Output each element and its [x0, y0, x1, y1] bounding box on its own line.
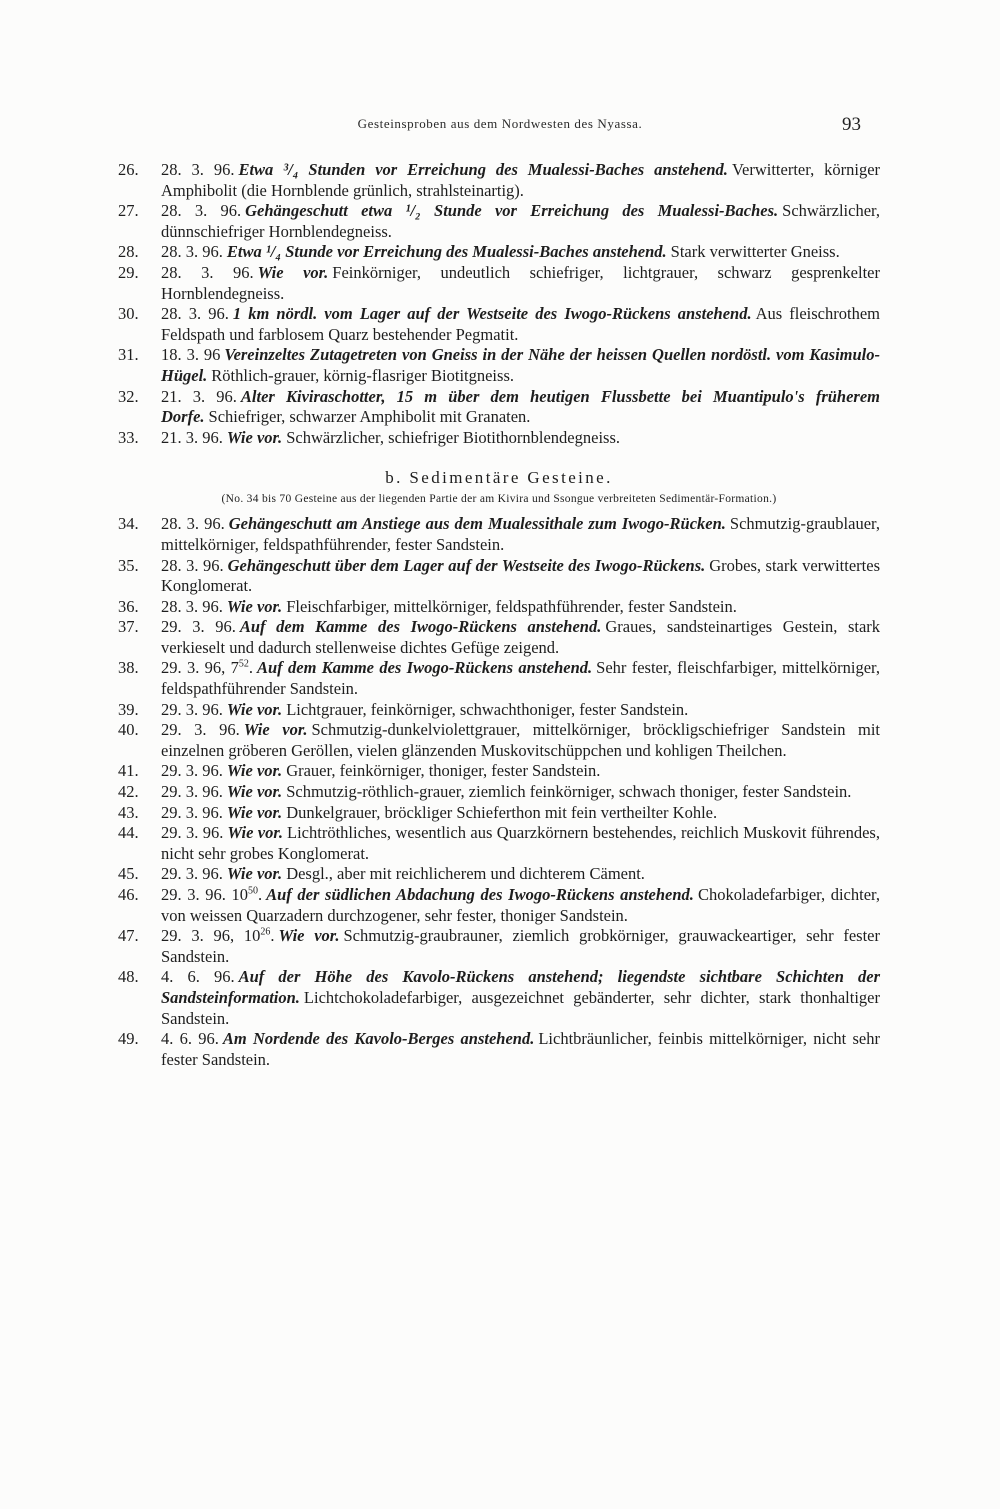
specimen-entry: [118, 304, 880, 345]
entry-description: Feinkörniger, undeutlich schiefriger, lichtgrauer, schwarz gesprenkelter Hornblendegneiss.: [161, 262, 880, 303]
specimen-entry: [118, 782, 880, 803]
entry-description: Schiefriger, schwarzer Amphibolit mit Granaten.: [208, 407, 531, 427]
entry-description: Lichtgrauer, feinkörniger, schwachthoniger, fester Sandstein.: [286, 699, 689, 719]
entry-locality: Wie vor.: [226, 761, 283, 781]
entry-date-text: 29. 3. 96, 10: [161, 926, 261, 946]
section-title: b. Sedimentäre Gesteine.: [385, 468, 613, 488]
specimen-entry: [118, 658, 880, 699]
entry-description: Grobes, stark verwittertes Konglomerat.: [161, 555, 880, 596]
entry-date: [161, 761, 223, 780]
entry-date-text: 28. 3. 96.: [161, 555, 224, 575]
specimen-entry: [118, 926, 880, 967]
entry-number: 36.: [118, 596, 139, 616]
specimen-list-b: [118, 514, 880, 1070]
entry-locality: Wie vor.: [278, 926, 340, 946]
specimen-entry: [118, 345, 880, 386]
specimen-entry: [118, 864, 880, 885]
specimen-entry: [118, 160, 880, 201]
entry-date-text: 29. 3. 96, 7: [161, 658, 239, 678]
entry-date: [161, 720, 240, 739]
entry-number: 48.: [118, 967, 139, 987]
entry-number: 35.: [118, 555, 139, 575]
entry-date-text: 29. 3. 96.: [161, 864, 223, 884]
entry-date: [161, 597, 223, 616]
entry-date-text: 29. 3. 96.: [161, 782, 223, 802]
entry-date: [161, 263, 254, 282]
entry-number: 41.: [118, 761, 139, 781]
entry-locality: Etwa ¹/₄ Stunde vor Erreichung des Mualessi-Baches anstehend.: [226, 242, 667, 262]
entry-locality: Vereinzeltes Zutagetreten von Gneiss in der Nähe der heissen Quellen nordöstl. vom Kasimulo-Hügel.: [161, 345, 880, 385]
entry-description: Schmutzig-dunkelviolettgrauer, mittelkörniger, bröckligschiefriger Sandstein mit einzelnen gröberen Geröllen, vielen glänzenden Muskovitschüppchen und kohligen Theilchen.: [161, 720, 880, 760]
entry-date-text: 4. 6. 96.: [161, 967, 235, 987]
entry-locality: Wie vor.: [243, 720, 308, 740]
entry-date-text: 28. 3. 96.: [161, 304, 229, 324]
entry-date: [161, 864, 223, 883]
entry-locality: Auf der Höhe des Kavolo-Rückens anstehend; liegendste sichtbare Schichten der Sandsteinformation.: [161, 967, 880, 1007]
entry-description: Stark verwitterter Gneiss.: [670, 242, 840, 262]
specimen-entry: [118, 201, 880, 242]
entry-locality: Etwa ³/₄ Stunden vor Erreichung des Mualessi-Baches anstehend.: [238, 160, 728, 179]
entry-locality: Wie vor.: [226, 699, 283, 719]
entry-number: 31.: [118, 345, 139, 365]
page-number: 93: [842, 114, 861, 135]
entry-date-text: 21. 3. 96.: [161, 386, 237, 406]
entry-number: 37.: [118, 617, 139, 637]
entry-locality: Wie vor.: [226, 802, 283, 822]
running-head: Gesteinsproben aus dem Nordwesten des Nyassa.: [357, 116, 643, 131]
entry-date: 29. 3. 96, $10^{26}$.: [161, 926, 275, 946]
specimen-entry: [118, 242, 880, 263]
entry-date: [161, 617, 236, 636]
entry-date-text: 28. 3. 96.: [161, 160, 235, 179]
specimen-entry: [118, 387, 880, 428]
entry-date: [161, 823, 223, 842]
entry-locality: Auf dem Kamme des Iwogo-Rückens anstehend.: [239, 617, 602, 637]
entry-locality: Gehängeschutt etwa ¹/₂ Stunde vor Erreichung des Mualessi-Baches.: [245, 201, 779, 221]
entry-locality: Auf dem Kamme des Iwogo-Rückens anstehend.: [257, 658, 593, 678]
specimen-entry: [118, 1029, 880, 1070]
entry-number: 45.: [118, 864, 139, 884]
entry-number: 40.: [118, 720, 139, 740]
entry-date: [161, 700, 223, 719]
specimen-list-a: [118, 160, 880, 448]
entry-date-text: 28. 3. 96.: [161, 242, 223, 262]
entry-number: 44.: [118, 823, 139, 843]
entry-description: Dunkelgrauer, bröckliger Schieferthon mit fein vertheilter Kohle.: [286, 802, 718, 822]
specimen-entry: [118, 761, 880, 782]
entry-number: 32.: [118, 386, 139, 406]
entry-number: 27.: [118, 201, 139, 221]
specimen-entry: [118, 700, 880, 721]
entry-date-text: 28. 3. 96.: [161, 201, 242, 221]
entry-locality: Auf der südlichen Abdachung des Iwogo-Rückens anstehend.: [266, 885, 694, 904]
entry-number: 42.: [118, 782, 139, 802]
entry-locality: 1 km nördl. vom Lager auf der Westseite des Iwogo-Rückens anstehend.: [232, 304, 752, 324]
entry-locality: Wie vor.: [226, 864, 283, 884]
specimen-entry: [118, 597, 880, 618]
entry-locality: Gehängeschutt am Anstiege aus dem Mualessithale zum Iwogo-Rücken.: [228, 514, 726, 534]
entry-date-text: 4. 6. 96.: [161, 1029, 219, 1049]
entry-description: Schmutzig-graublauer, mittelkörniger, feldspathführender, fester Sandstein.: [161, 514, 881, 554]
entry-date-text: 29. 3. 96.: [161, 699, 223, 719]
entry-date-text: 29. 3. 96.: [161, 823, 224, 843]
entry-date: [161, 556, 224, 575]
entry-date: [161, 782, 223, 801]
specimen-entry: [118, 556, 880, 597]
entry-description: Lichtröthliches, wesentlich aus Quarzkörnern bestehendes, reichlich Muskovit führendes, nicht sehr grobes Konglomerat.: [161, 823, 880, 863]
entry-description: Desgl., aber mit reichlicherem und dichterem Cäment.: [286, 864, 645, 884]
entry-locality: Wie vor.: [227, 823, 283, 843]
entry-date: 29. 3. 96, $7^{52}$.: [161, 658, 253, 678]
entry-description: Aus fleischrothem Feldspath und farblosem Quarz bestehender Pegmatit.: [161, 304, 880, 344]
specimen-entry: [118, 803, 880, 824]
entry-date: [161, 160, 234, 179]
entry-locality: Wie vor.: [257, 262, 329, 282]
entry-time-superscript: 50: [248, 885, 258, 897]
specimen-entry: [118, 263, 880, 304]
entry-description: Fleischfarbiger, mittelkörniger, feldspathführender, fester Sandstein.: [286, 596, 737, 616]
entry-number: 47.: [118, 926, 139, 946]
entry-date-text: 29. 3. 96.: [161, 720, 240, 740]
entry-number: 46.: [118, 885, 139, 904]
entry-date-text: 18. 3. 96: [161, 345, 221, 365]
entry-time-superscript: 26: [260, 926, 271, 938]
entry-date: [161, 1029, 219, 1048]
specimen-entry: [118, 514, 880, 555]
entry-number: 33.: [118, 427, 139, 447]
entry-date: [161, 387, 237, 406]
specimen-entry: [118, 823, 880, 864]
entry-number: 34.: [118, 514, 139, 534]
specimen-entry: [118, 967, 880, 1029]
entry-date: [161, 242, 223, 261]
entry-description: Grauer, feinkörniger, thoniger, fester Sandstein.: [286, 761, 601, 781]
entry-date: [161, 201, 241, 220]
entry-date: [161, 428, 223, 447]
entry-description: Schmutzig-röthlich-grauer, ziemlich feinkörniger, schwach thoniger, fester Sandstein.: [286, 782, 852, 802]
entry-date-text: 29. 3. 96.: [161, 617, 236, 637]
specimen-entry: [118, 720, 880, 761]
entry-date: [161, 345, 220, 364]
entry-date-text: 28. 3. 96.: [161, 514, 225, 534]
specimen-list: [118, 160, 880, 1070]
entry-number: 38.: [118, 658, 139, 678]
entry-description: Lichtchokoladefarbiger, ausgezeichnet gebänderter, sehr dichter, stark thonhaltiger Sandstein.: [161, 987, 880, 1028]
specimen-entry: [118, 617, 880, 658]
entry-description: Chokoladefarbiger, dichter, von weissen Quarzadern durchzogener, sehr fester, thoniger Sandstein.: [161, 885, 880, 925]
entry-date-text: 28. 3. 96.: [161, 596, 223, 616]
entry-date-text: 29. 3. 96.: [161, 802, 223, 822]
entry-date: 29. 3. 96. $10^{50}$.: [161, 885, 263, 904]
entry-locality: Am Nordende des Kavolo-Berges anstehend.: [222, 1029, 535, 1049]
entry-number: 26.: [118, 160, 139, 179]
entry-number: 29.: [118, 262, 139, 282]
entry-description: Röthlich-grauer, körnig-flasriger Biotitgneiss.: [211, 365, 514, 385]
entry-date-text: 21. 3. 96.: [161, 427, 223, 447]
entry-locality: Alter Kiviraschotter, 15 m über dem heutigen Flussbette bei Muantipulo's früherem Dorfe.: [161, 386, 880, 427]
section-note: (No. 34 bis 70 Gesteine aus der liegenden Partie der am Kivira und Ssongue verbreiteten Sedimentär-Formation.): [221, 493, 777, 506]
entry-date: [161, 803, 223, 822]
entry-description: Schwärzlicher, dünnschiefriger Hornblendegneiss.: [161, 201, 880, 241]
entry-date: [161, 304, 229, 323]
entry-number: 49.: [118, 1029, 139, 1049]
entry-locality: Wie vor.: [226, 782, 283, 802]
entry-locality: Gehängeschutt über dem Lager auf der Westseite des Iwogo-Rückens.: [227, 555, 706, 575]
entry-date: [161, 514, 225, 533]
entry-number: 43.: [118, 802, 139, 822]
specimen-entry: [118, 885, 880, 926]
entry-locality: Wie vor.: [226, 427, 283, 447]
entry-description: Verwitterter, körniger Amphibolit (die Hornblende grünlich, strahlsteinartig).: [161, 160, 881, 200]
entry-description: Graues, sandsteinartiges Gestein, stark verkieselt und dadurch stellenweise dichtes Gefüge zeigend.: [161, 617, 881, 657]
entry-date-text: 28. 3. 96.: [161, 262, 254, 282]
entry-date-text: 29. 3. 96. 10: [161, 885, 248, 904]
entry-description: Schmutzig-graubrauner, ziemlich grobkörniger, grauwackeartiger, sehr fester Sandstein.: [161, 926, 880, 966]
entry-date-text: 29. 3. 96.: [161, 761, 223, 781]
entry-date: [161, 967, 235, 986]
specimen-entry: [118, 428, 880, 449]
entry-time-superscript: 52: [238, 658, 249, 670]
entry-number: 28.: [118, 242, 139, 262]
entry-locality: Wie vor.: [226, 596, 283, 616]
entry-number: 39.: [118, 699, 139, 719]
entry-number: 30.: [118, 304, 139, 324]
entry-description: Sehr fester, fleischfarbiger, mittelkörniger, feldspathführender Sandstein.: [161, 658, 881, 699]
entry-description: Lichtbräunlicher, feinbis mittelkörniger, nicht sehr fester Sandstein.: [161, 1029, 880, 1069]
entry-description: Schwärzlicher, schiefriger Biotithornblendegneiss.: [286, 427, 621, 447]
